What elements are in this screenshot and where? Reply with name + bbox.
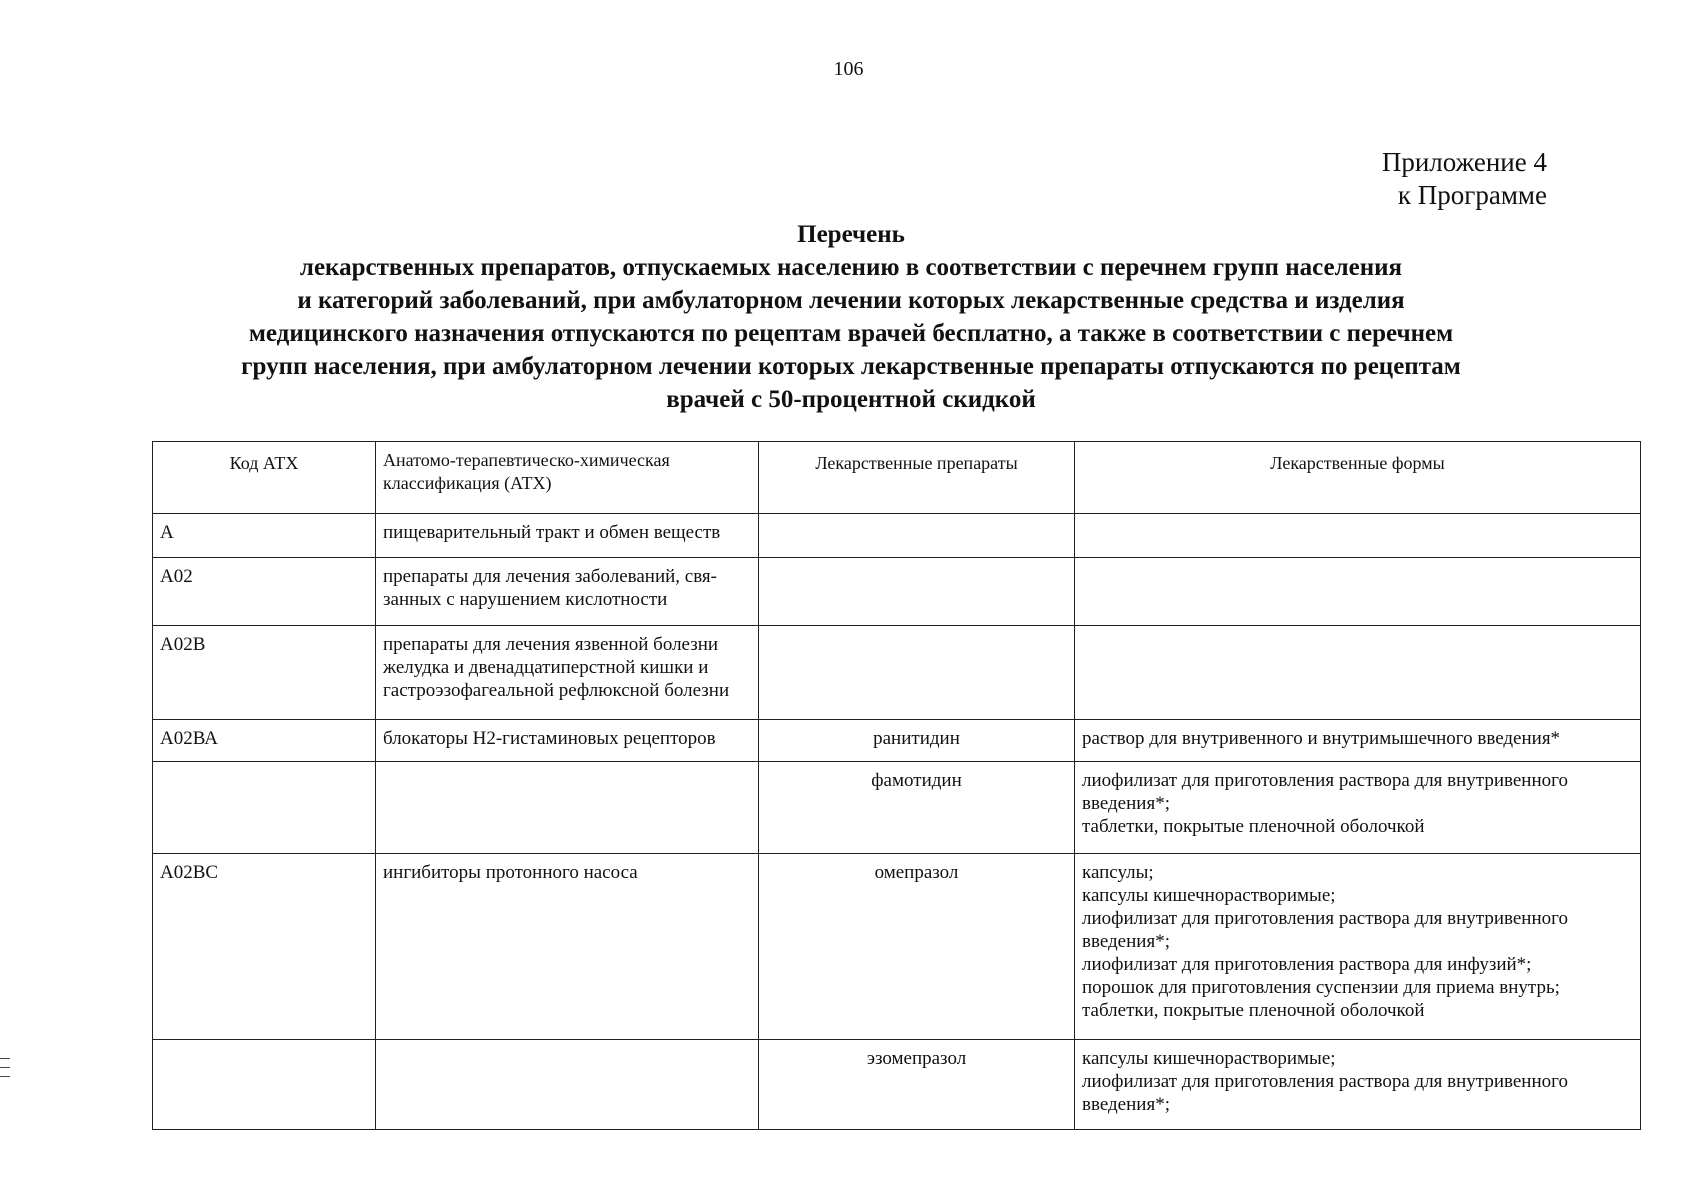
dosage-form-item: капсулы кишечнорастворимые; [1082, 1048, 1336, 1069]
appendix-line-1: Приложение 4 [1381, 147, 1547, 177]
scan-edge-marks [0, 1058, 12, 1085]
page-number: 106 [833, 58, 864, 80]
cell-atc-code: А02В [153, 626, 376, 720]
cell-atc-classification [376, 1040, 759, 1130]
header-dosage-forms: Лекарственные формы [1075, 442, 1641, 514]
table-header-row [153, 442, 1641, 514]
cell-drug-name: ранитидин [759, 720, 1075, 762]
cell-dosage-forms [1075, 762, 1641, 854]
table-row [153, 626, 1641, 720]
header-atc-code: Код АТХ [153, 442, 376, 514]
dosage-form-item: лиофилизат для приготовления раствора для внутривенного введения*; [1082, 908, 1568, 952]
title-line-6: врачей с 50-процентной скидкой [666, 386, 1036, 413]
cell-atc-classification: ингибиторы протонного насоса [376, 854, 759, 1040]
cell-atc-classification: препараты для лечения язвенной болезни желудка и двенадцатиперстной кишки и гастроэзофагеальной рефлюксной болезни [376, 626, 759, 720]
cell-atc-classification [376, 762, 759, 854]
cell-drug-name [759, 558, 1075, 626]
cell-dosage-forms [1075, 514, 1641, 558]
cell-atc-code: А02ВА [153, 720, 376, 762]
title-line-2: лекарственных препаратов, отпускаемых населению в соответствии с перечнем групп населения [299, 254, 1403, 281]
dosage-form-item: таблетки, покрытые пленочной оболочкой [1082, 1000, 1425, 1021]
title-line-5: групп населения, при амбулаторном лечении которых лекарственные препараты отпускаются по рецептам [241, 353, 1461, 380]
dosage-form-item: лиофилизат для приготовления раствора для внутривенного введения*; [1082, 1071, 1568, 1115]
drug-list-table [152, 441, 1641, 1130]
header-drugs: Лекарственные препараты [759, 442, 1075, 514]
table-row [153, 720, 1641, 762]
cell-atc-code: А02ВС [153, 854, 376, 1040]
table-row [153, 1040, 1641, 1130]
table-row [153, 854, 1641, 1040]
cell-drug-name: фамотидин [759, 762, 1075, 854]
dosage-form-item: порошок для приготовления суспензии для приема внутрь; [1082, 977, 1560, 998]
cell-dosage-forms [1075, 854, 1641, 1040]
cell-dosage-forms [1075, 558, 1641, 626]
cell-atc-code [153, 762, 376, 854]
dosage-form-item: капсулы; [1082, 862, 1154, 883]
dosage-form-item: таблетки, покрытые пленочной оболочкой [1082, 816, 1425, 837]
table-body [153, 514, 1641, 1130]
cell-dosage-forms [1075, 626, 1641, 720]
document-title [150, 218, 1552, 416]
appendix-line-2: к Программе [1397, 180, 1547, 210]
cell-dosage-forms [1075, 720, 1641, 762]
appendix-reference [1382, 146, 1547, 212]
cell-drug-name [759, 626, 1075, 720]
cell-drug-name: омепразол [759, 854, 1075, 1040]
title-line-4: медицинского назначения отпускаются по рецептам врачей бесплатно, а также в соответствии с перечнем [248, 320, 1454, 347]
cell-atc-code [153, 1040, 376, 1130]
dosage-form-item: раствор для внутривенного и внутримышечного введения* [1082, 728, 1561, 749]
cell-atc-classification: пищеварительный тракт и обмен веществ [376, 514, 759, 558]
cell-drug-name [759, 514, 1075, 558]
dosage-form-item: лиофилизат для приготовления раствора для инфузий*; [1082, 954, 1532, 975]
dosage-form-item: капсулы кишечнорастворимые; [1082, 885, 1336, 906]
header-atc-classification: Анатомо-терапевтическо-химическая классификация (АТХ) [376, 442, 759, 514]
cell-atc-classification: блокаторы Н2-гистаминовых рецепторов [376, 720, 759, 762]
cell-atc-code: А [153, 514, 376, 558]
table-row [153, 558, 1641, 626]
title-line-3: и категорий заболеваний, при амбулаторном лечении которых лекарственные средства и изделия [297, 287, 1405, 314]
cell-atc-classification: препараты для лечения заболеваний, свя-занных с нарушением кислотности [376, 558, 759, 626]
table-row [153, 514, 1641, 558]
cell-dosage-forms [1075, 1040, 1641, 1130]
table-row [153, 762, 1641, 854]
dosage-form-item: лиофилизат для приготовления раствора для внутривенного введения*; [1082, 770, 1568, 814]
cell-atc-code: А02 [153, 558, 376, 626]
title-line-1: Перечень [797, 221, 905, 248]
cell-drug-name: эзомепразол [759, 1040, 1075, 1130]
